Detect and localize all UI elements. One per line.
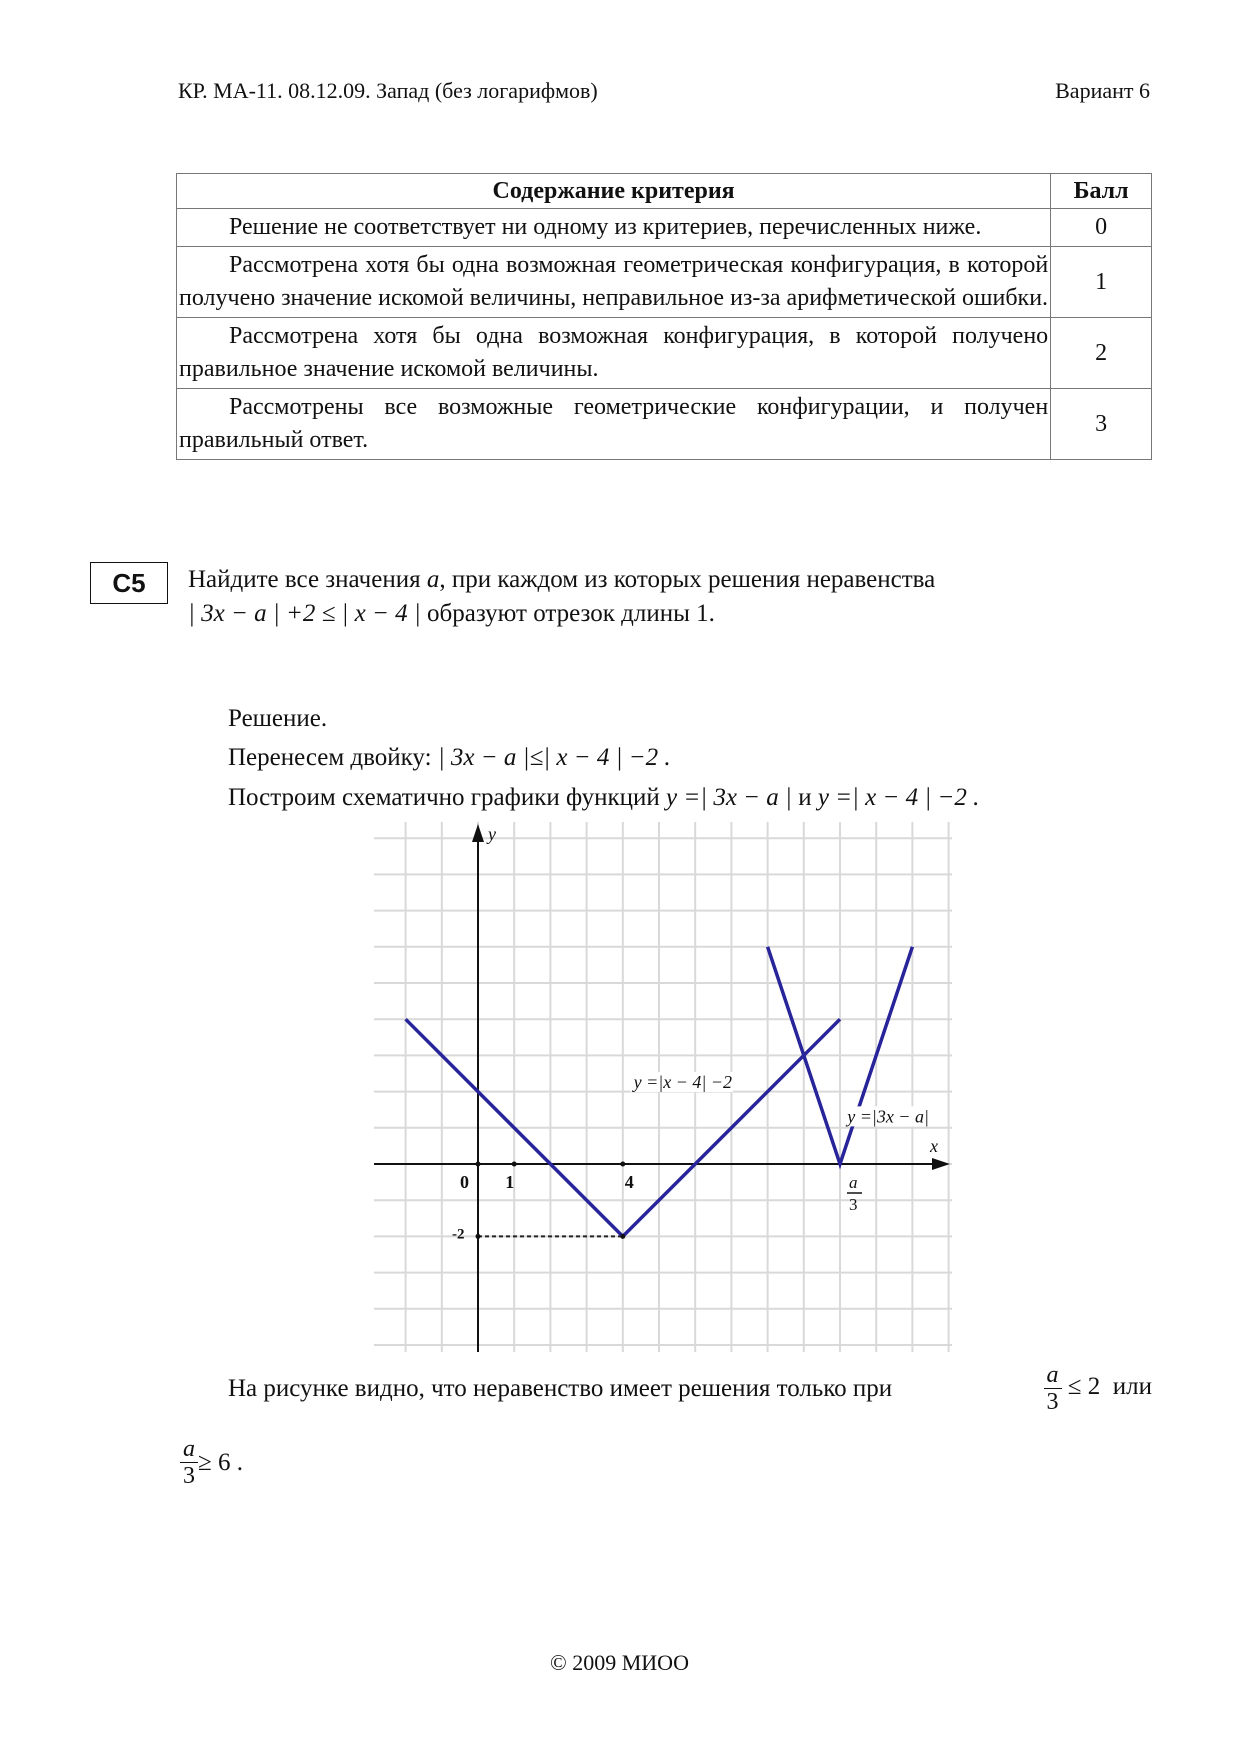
fraction-denominator: 3 xyxy=(183,1463,195,1489)
step-text: Построим схематично графики функций xyxy=(228,784,660,811)
condition-relation: ≥ 6 . xyxy=(198,1448,243,1476)
table-row xyxy=(177,247,1152,318)
conclusion-or: или xyxy=(1112,1373,1152,1401)
task-statement xyxy=(188,563,935,631)
series-label-1: y =|x − 4| −2 xyxy=(633,1071,732,1092)
y-axis-label: y xyxy=(488,824,496,844)
criteria-table xyxy=(176,173,1152,460)
tick-label-a-over-3-denominator: 3 xyxy=(849,1195,858,1214)
criteria-header-score: Балл xyxy=(1051,174,1152,209)
tick-label-minus-two: -2 xyxy=(452,1226,465,1243)
task-text-part: Найдите все значения xyxy=(188,566,421,593)
tick-point xyxy=(476,1162,481,1167)
function-2-formula: y =| x − 4 | −2 . xyxy=(817,784,980,811)
vertex-point xyxy=(620,1234,625,1239)
criteria-score: 3 xyxy=(1051,389,1152,460)
criteria-header-row xyxy=(177,174,1152,209)
task-text-part: образуют отрезок длины 1. xyxy=(427,600,715,627)
tick-label-four: 4 xyxy=(624,1172,634,1192)
fraction-a-over-3 xyxy=(180,1436,198,1489)
function-graph xyxy=(374,822,952,1352)
footer-copyright: © 2009 МИОО xyxy=(550,1650,689,1675)
series-label-2: y =|3x − a| xyxy=(847,1106,929,1127)
task-variable: a xyxy=(426,566,440,593)
task-text-part: , при каждом из которых решения неравенства xyxy=(439,566,936,593)
criteria-text: Рассмотрена хотя бы одна возможная геометрическая конфигурация, в которой получено значение искомой величины, неправильное из-за арифметической ошибки. xyxy=(177,247,1051,318)
criteria-score: 2 xyxy=(1051,318,1152,389)
fraction-denominator: 3 xyxy=(1046,1389,1059,1415)
header-right: Вариант 6 xyxy=(1055,78,1150,103)
inequality-formula: | 3x − a | +2 ≤ | x − 4 | xyxy=(188,600,421,627)
tick-point xyxy=(512,1162,517,1167)
criteria-header-content: Содержание критерия xyxy=(177,174,1051,209)
tick-label-one: 1 xyxy=(505,1172,515,1192)
table-row xyxy=(177,318,1152,389)
criteria-text: Решение не соответствует ни одному из критериев, перечисленных ниже. xyxy=(177,209,1051,247)
table-row xyxy=(177,209,1152,247)
solution-step-1 xyxy=(228,741,671,775)
tick-label-origin: 0 xyxy=(460,1172,469,1192)
tick-point xyxy=(476,1234,481,1239)
fraction-numerator: a xyxy=(180,1436,198,1463)
table-row xyxy=(177,389,1152,460)
fraction-numerator: a xyxy=(1044,1362,1062,1389)
criteria-score: 0 xyxy=(1051,209,1152,247)
solution-step-2 xyxy=(228,781,979,815)
solution-title: Решение. xyxy=(228,705,328,732)
task-line-1 xyxy=(188,563,935,597)
condition-1 xyxy=(1044,1362,1152,1415)
conclusion-text: На рисунке видно, что неравенство имеет решения только при xyxy=(228,1374,893,1402)
page-header xyxy=(178,78,1150,104)
task-line-2 xyxy=(188,597,935,631)
criteria-text: Рассмотрены все возможные геометрические конфигурации, и получен правильный ответ. xyxy=(177,389,1051,460)
condition-relation: ≤ 2 xyxy=(1067,1373,1101,1401)
task-label: C5 xyxy=(90,562,168,604)
condition-2 xyxy=(180,1436,243,1489)
step-text: Перенесем двойку: xyxy=(228,744,432,771)
fraction-a-over-3 xyxy=(1044,1362,1062,1415)
function-1-formula: y =| 3x − a | xyxy=(666,784,792,811)
y-axis-arrow xyxy=(472,824,484,842)
tick-point xyxy=(620,1162,625,1167)
tick-label-a-over-3-numerator: a xyxy=(849,1173,858,1192)
criteria-text: Рассмотрена хотя бы одна возможная конфигурация, в которой получено правильное значение искомой величины. xyxy=(177,318,1051,389)
step-text: и xyxy=(798,784,812,811)
x-axis-label: x xyxy=(930,1136,938,1156)
x-axis-arrow xyxy=(932,1158,950,1170)
solution-conclusion xyxy=(228,1362,1152,1415)
step-formula: | 3x − a |≤| x − 4 | −2 . xyxy=(437,744,671,771)
criteria-score: 1 xyxy=(1051,247,1152,318)
header-left: КР. МА-11. 08.12.09. Запад (без логарифмов) xyxy=(178,78,598,103)
